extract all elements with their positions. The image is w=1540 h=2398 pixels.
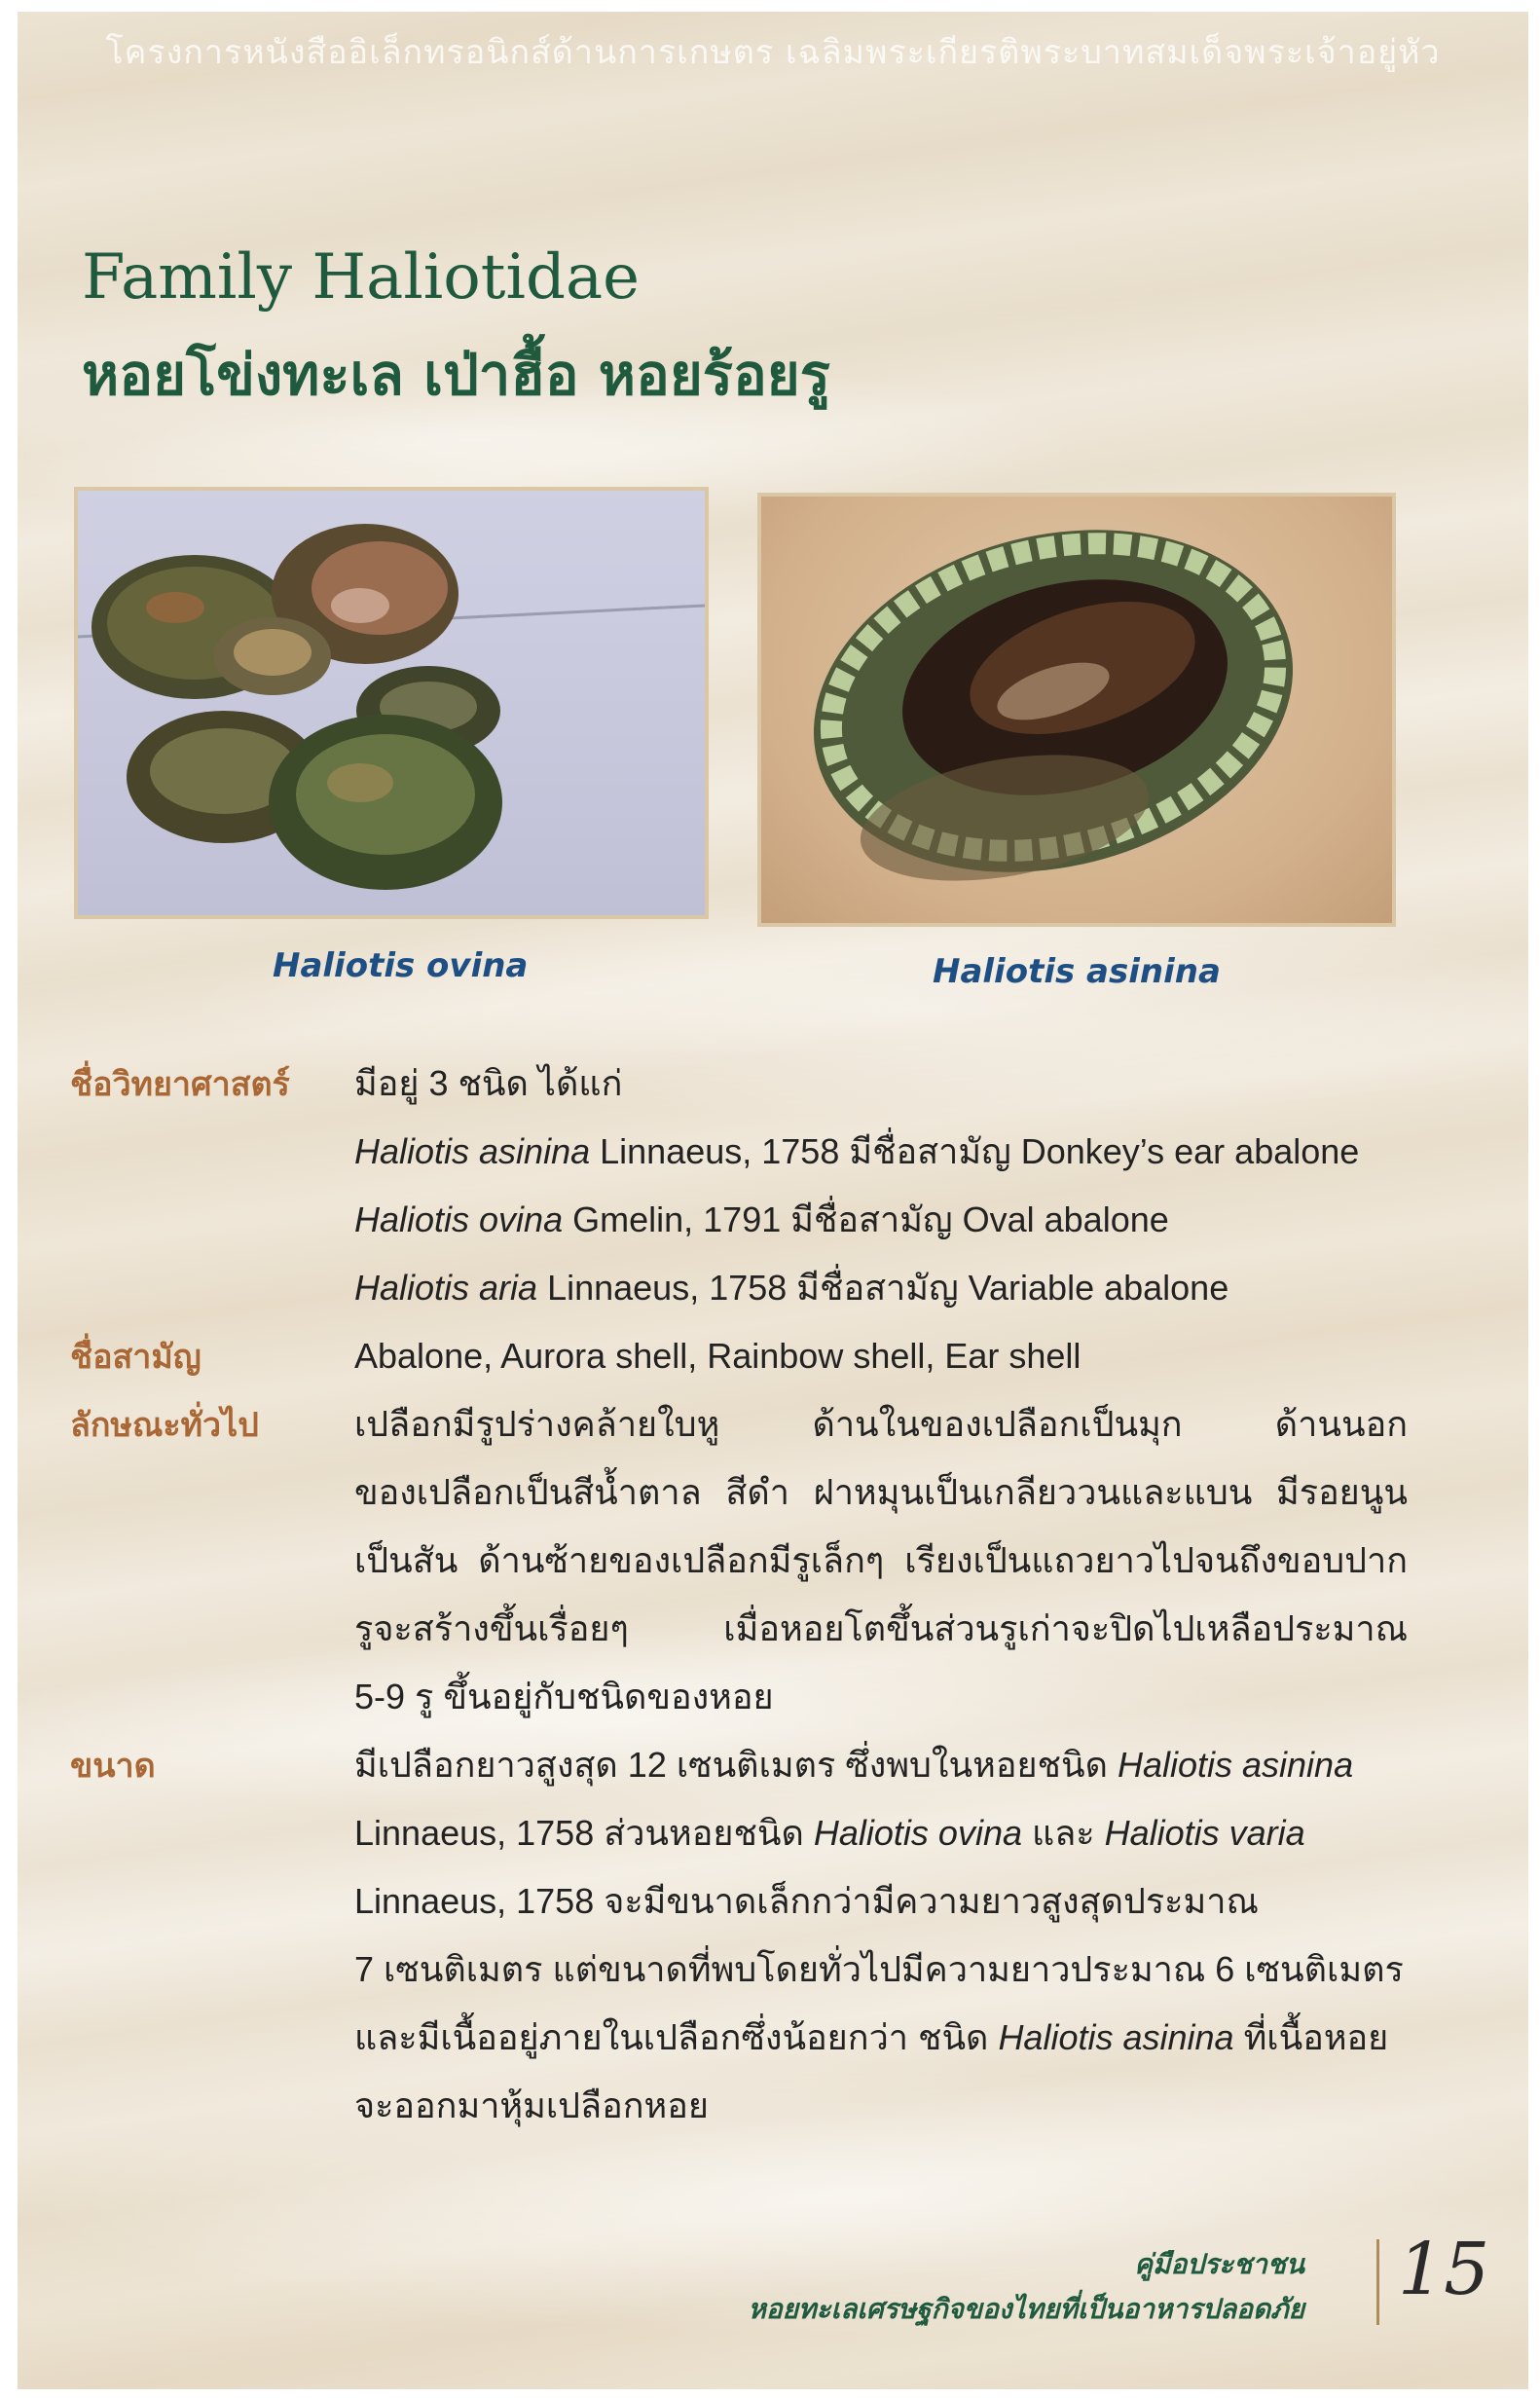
footer-book-title: คู่มือประชาชน [1134,2248,1304,2280]
common-name-block [354,1322,1408,1390]
size-text: และ [1022,1813,1105,1853]
family-title-en: Family Haliotidae [82,241,640,314]
shell-image [92,524,502,890]
size-block [354,1731,1408,2140]
footer-book-subtitle: หอยทะเลเศรษฐกิจของไทยที่เป็นอาหารปลอดภัย [748,2293,1304,2325]
scientific-intro: มีอยู่ 3 ชนิด ได้แก่ [354,1063,623,1103]
species-line [354,1186,1408,1254]
general-line: เปลือกมีรูปร่างคล้ายใบหู ด้านในของเปลือกเป็นมุก ด้านนอก [354,1404,1408,1444]
size-line [354,1799,1408,1867]
label-size: ขนาด [70,1747,156,1786]
family-title-th: หอยโข่งทะเล เป่าฮื้อ หอยร้อยรู [82,342,830,408]
size-text: ที่เนื้อหอย [1233,2017,1389,2057]
common-name-text: Abalone, Aurora shell, Rainbow shell, Ear shell [354,1336,1082,1376]
watermark-text: โครงการหนังสืออิเล็กทรอนิกส์ด้านการเกษตร เฉลิมพระเกียรติพระบาทสมเด็จพระเจ้าอยู่หัว [105,33,1441,72]
label-general: ลักษณะทั่วไป [70,1406,259,1445]
shell-image [777,497,1329,920]
species-name: Haliotis asinina [1117,1745,1354,1785]
general-block [354,1390,1408,1731]
size-text: Linnaeus, 1758 ส่วนหอยชนิด [354,1813,814,1853]
scientific-name-block [354,1050,1408,1322]
species-name: Haliotis asinina [354,1131,591,1171]
species-detail: Gmelin, 1791 มีชื่อสามัญ Oval abalone [563,1199,1169,1239]
species-name: Haliotis ovina [813,1813,1022,1853]
label-common-name: ชื่อสามัญ [70,1338,202,1377]
size-text: และมีเนื้ออยู่ภายในเปลือกซึ่งน้อยกว่า ชนิด [354,2017,999,2057]
size-line: จะออกมาหุ้มเปลือกหอย [354,2085,709,2125]
general-line: 5-9 รู ขึ้นอยู่กับชนิดของหอย [354,1677,774,1716]
general-line: เป็นสัน ด้านซ้ายของเปลือกมีรูเล็กๆ เรียงเป็นแถวยาวไปจนถึงขอบปาก [354,1540,1408,1580]
photo-haliotis-asinina [757,493,1396,927]
species-name: Haliotis asinina [998,2017,1234,2057]
footer-divider [1376,2239,1379,2325]
size-line: 7 เซนติเมตร แต่ขนาดที่พบโดยทั่วไปมีความยาวประมาณ 6 เซนติเมตร [354,1949,1404,1989]
species-detail: Linnaeus, 1758 มีชื่อสามัญ Donkey’s ear abalone [590,1131,1360,1171]
species-line [354,1118,1408,1186]
size-text: มีเปลือกยาวสูงสุด 12 เซนติเมตร ซึ่งพบในหอยชนิด [354,1745,1118,1785]
general-line: ของเปลือกเป็นสีน้ำตาล สีดำ ฝาหมุนเป็นเกลียววนและแบน มีรอยนูน [354,1472,1408,1512]
photo-caption-ovina: Haliotis ovina [273,946,529,985]
species-name: Haliotis ovina [354,1199,564,1239]
species-detail: Linnaeus, 1758 มีชื่อสามัญ Variable abalone [537,1268,1229,1308]
size-line: Linnaeus, 1758 จะมีขนาดเล็กกว่ามีความยาวสูงสุดประมาณ [354,1881,1259,1921]
size-line [354,1731,1408,1799]
book-page [18,12,1528,2389]
general-line: รูจะสร้างขึ้นเรื่อยๆ เมื่อหอยโตขึ้นส่วนรูเก่าจะปิดไปเหลือประมาณ [354,1608,1408,1648]
photo-haliotis-ovina [74,487,709,919]
label-scientific-name: ชื่อวิทยาศาสตร์ [70,1065,290,1104]
species-line [354,1254,1408,1322]
photo-caption-asinina: Haliotis asinina [933,952,1221,991]
species-name: Haliotis aria [354,1268,538,1308]
size-line [354,2004,1408,2072]
species-name: Haliotis varia [1104,1813,1305,1853]
page-number: 15 [1398,2228,1490,2311]
